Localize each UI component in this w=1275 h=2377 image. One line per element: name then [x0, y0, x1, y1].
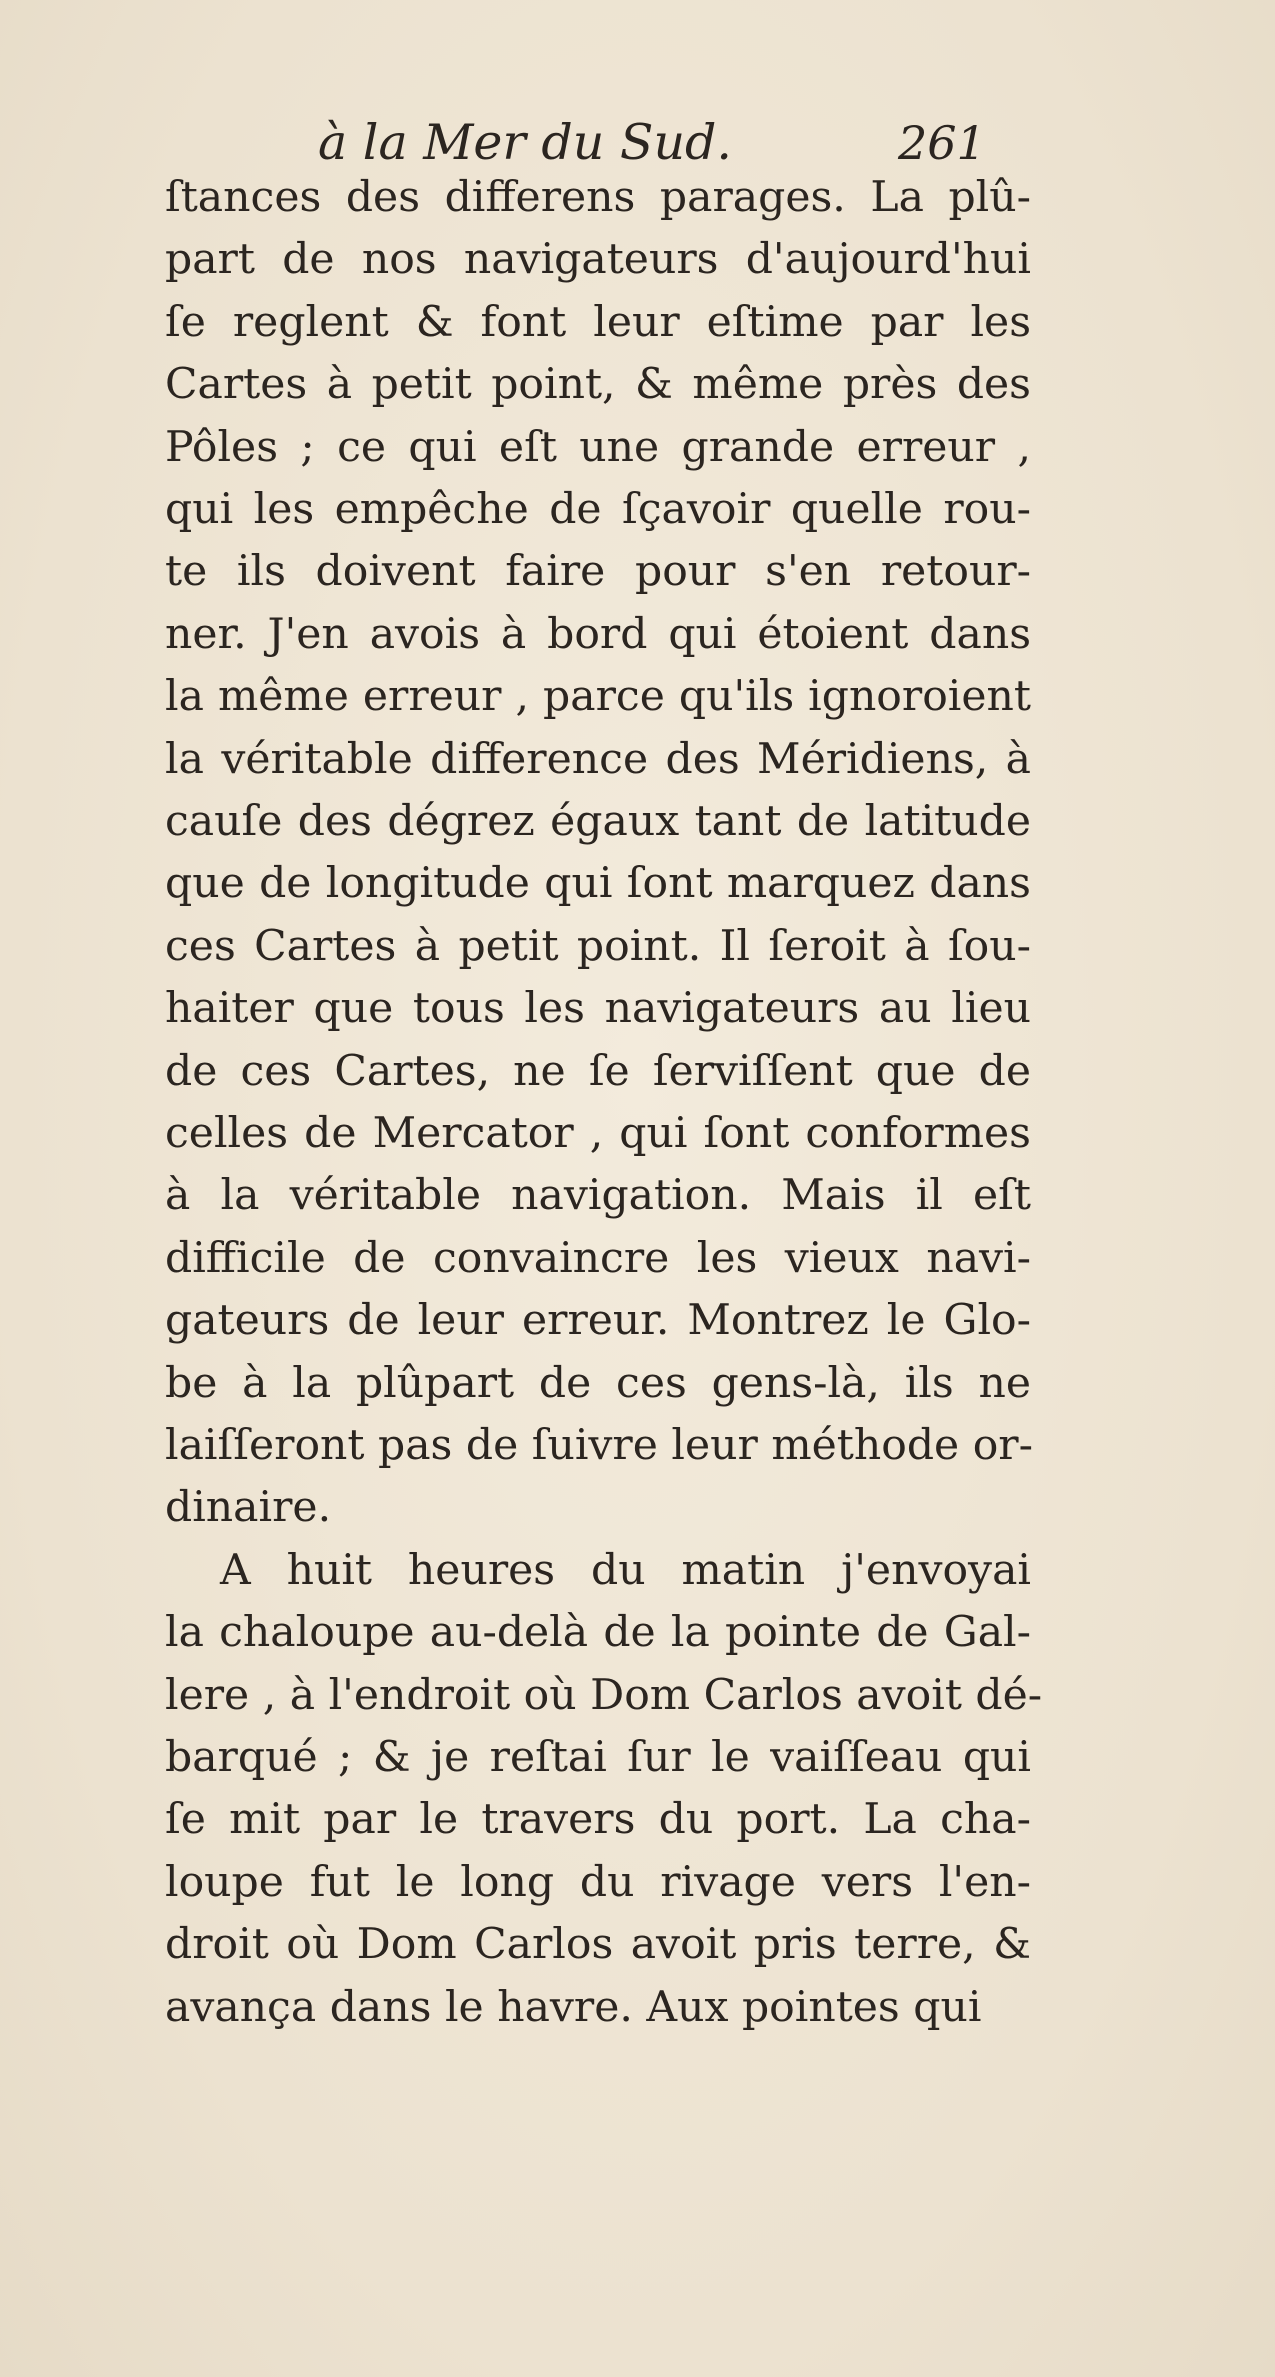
page-number: 261 — [898, 116, 986, 170]
text-line: avança dans le havre. Aux pointes qui — [165, 1982, 982, 2032]
text-line: A huit heures du matin j'envoyai — [220, 1545, 1031, 1595]
text-line: la véritable difference des Méridiens, à — [165, 734, 1031, 784]
text-line: Pôles ; ce qui eſt une grande erreur , — [165, 422, 1031, 472]
text-line: la même erreur , parce qu'ils ignoroient — [165, 672, 1031, 722]
text-line: barqué ; & je reſtai ſur le vaiſſeau qui — [165, 1733, 1031, 1782]
text-line: part de nos navigateurs d'aujourd'hui — [165, 235, 1031, 285]
text-line: qui les empêche de ſçavoir quelle rou- — [165, 485, 1031, 534]
text-line: be à la plûpart de ces gens-là, ils ne — [165, 1358, 1031, 1408]
text-line: celles de Mercator , qui ſont conformes — [165, 1109, 1031, 1158]
text-line: ſe reglent & font leur eſtime par les — [165, 297, 1031, 347]
text-line: gateurs de leur erreur. Montrez le Glo- — [165, 1296, 1031, 1346]
text-line: loupe fut le long du rivage vers l'en- — [165, 1857, 1031, 1907]
text-line: haiter que tous les navigateurs au lieu — [165, 984, 1031, 1034]
text-line: lere , à l'endroit où Dom Carlos avoit dé- — [165, 1670, 1043, 1720]
running-title: à la Mer du Sud. — [318, 114, 732, 171]
text-line: droit où Dom Carlos avoit pris terre, & — [165, 1920, 1031, 1970]
text-line: la chaloupe au-delà de la pointe de Gal- — [165, 1608, 1031, 1658]
text-line: Cartes à petit point, & même près des — [165, 360, 1031, 410]
text-line: difficile de convaincre les vieux navi- — [165, 1233, 1031, 1283]
text-line: que de longitude qui ſont marquez dans — [165, 859, 1031, 909]
text-line: ſtances des differens parages. La plû- — [165, 173, 1031, 222]
text-line: à la véritable navigation. Mais il eſt — [165, 1171, 1031, 1221]
text-line: ner. J'en avois à bord qui étoient dans — [165, 609, 1031, 659]
text-line: de ces Cartes, ne ſe ſerviſſent que de — [165, 1046, 1031, 1096]
text-line: laiſſeront pas de ſuivre leur méthode or- — [165, 1421, 1033, 1470]
text-line: ces Cartes à petit point. Il ſeroit à ſou- — [165, 921, 1031, 971]
text-line: te ils doivent faire pour s'en retour- — [165, 547, 1031, 597]
text-line: cauſe des dégrez égaux tant de latitude — [165, 797, 1031, 846]
text-line: dinaire. — [165, 1483, 332, 1533]
text-line: ſe mit par le travers du port. La cha- — [165, 1795, 1031, 1845]
